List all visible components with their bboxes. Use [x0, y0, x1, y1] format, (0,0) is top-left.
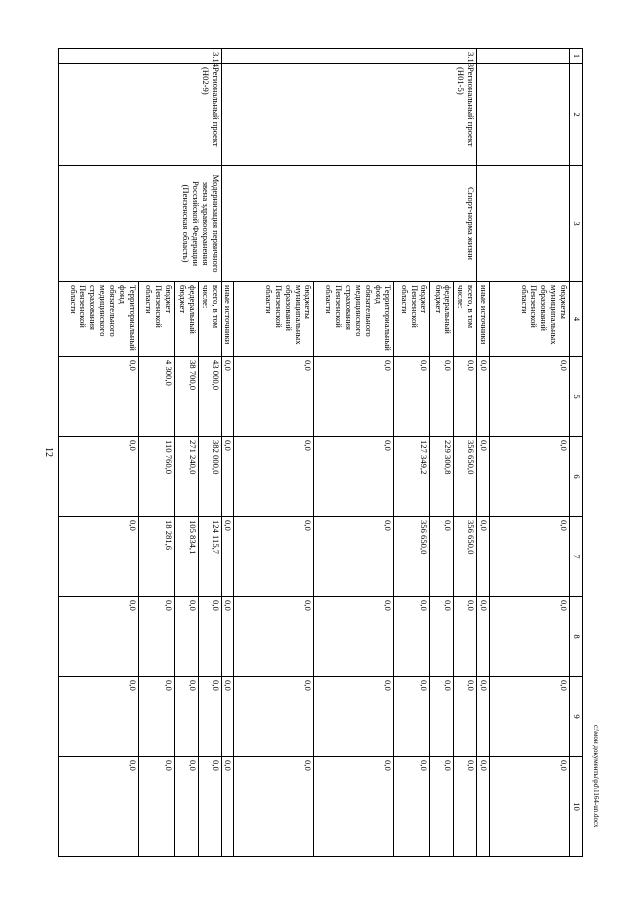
value-cell: 0,0	[234, 597, 314, 677]
project-subname: Спорт-норма жизни	[221, 166, 477, 282]
value-cell: 0,0	[58, 517, 138, 597]
value-cell: 0,0	[490, 357, 570, 437]
value-cell: 382 000,0	[198, 437, 221, 517]
value-cell: 356 650,0	[394, 517, 430, 597]
value-cell: 43 000,0	[198, 357, 221, 437]
source-cell: всего, в том числе:	[198, 282, 221, 357]
project-number: 3.13.	[221, 49, 477, 64]
value-cell: 0,0	[314, 757, 394, 857]
value-cell: 0,0	[394, 757, 430, 857]
value-cell: 0,0	[490, 677, 570, 757]
source-cell: бюджет Пензенской области	[138, 282, 174, 357]
value-cell: 0,0	[174, 677, 198, 757]
page-number: 12	[43, 447, 54, 457]
table-row	[198, 49, 221, 857]
value-cell: 0,0	[454, 757, 477, 857]
value-cell: 0,0	[58, 437, 138, 517]
value-cell: 0,0	[198, 757, 221, 857]
value-cell: 0,0	[490, 437, 570, 517]
value-cell: 0,0	[430, 517, 454, 597]
project-name: Региональный проект (Н01-5)	[221, 64, 477, 166]
header-cell: 7	[570, 517, 583, 597]
value-cell: 0,0	[198, 597, 221, 677]
value-cell: 0,0	[234, 757, 314, 857]
header-row	[570, 49, 583, 857]
value-cell: 229 300,8	[430, 437, 454, 517]
value-cell: 0,0	[221, 437, 234, 517]
value-cell: 0,0	[221, 757, 234, 857]
project-number: 3.14.	[58, 49, 221, 64]
value-cell: 0,0	[477, 517, 490, 597]
value-cell: 0,0	[430, 357, 454, 437]
value-cell: 0,0	[314, 437, 394, 517]
value-cell: 356 650,0	[454, 437, 477, 517]
source-cell: иные источники	[221, 282, 234, 357]
source-cell: федеральный бюджет	[174, 282, 198, 357]
cell	[477, 166, 570, 282]
value-cell: 0,0	[430, 677, 454, 757]
value-cell: 0,0	[394, 677, 430, 757]
value-cell: 38 700,0	[174, 357, 198, 437]
value-cell: 356 650,0	[454, 517, 477, 597]
value-cell: 0,0	[221, 517, 234, 597]
value-cell: 0,0	[234, 677, 314, 757]
value-cell: 0,0	[174, 757, 198, 857]
header-cell: 2	[570, 64, 583, 166]
header-cell: 5	[570, 357, 583, 437]
value-cell: 0,0	[490, 597, 570, 677]
value-cell: 0,0	[314, 677, 394, 757]
footer-file-path: c:\мои документы\pd\1164-un.docx	[592, 725, 600, 828]
header-cell: 1	[570, 49, 583, 64]
value-cell: 0,0	[394, 357, 430, 437]
rotated-table-container	[68, 48, 583, 856]
value-cell: 0,0	[234, 437, 314, 517]
source-cell: Территориальный фонд обязательного медицинского страхования Пензенской области	[314, 282, 394, 357]
source-cell: Территориальный фонд обязательного медицинского страхования Пензенской области	[58, 282, 138, 357]
value-cell: 105 834,1	[174, 517, 198, 597]
value-cell: 110 760,0	[138, 437, 174, 517]
value-cell: 0,0	[454, 597, 477, 677]
value-cell: 0,0	[490, 757, 570, 857]
table-row	[490, 49, 570, 857]
value-cell: 0,0	[198, 677, 221, 757]
header-cell: 6	[570, 437, 583, 517]
value-cell: 0,0	[58, 597, 138, 677]
value-cell: 0,0	[234, 357, 314, 437]
source-cell: бюджеты муниципальных образований Пензенской области	[234, 282, 314, 357]
value-cell: 0,0	[138, 597, 174, 677]
value-cell: 127 349,2	[394, 437, 430, 517]
source-cell: федеральный бюджет	[430, 282, 454, 357]
value-cell: 0,0	[430, 757, 454, 857]
value-cell: 0,0	[454, 357, 477, 437]
value-cell: 0,0	[490, 517, 570, 597]
value-cell: 0,0	[477, 757, 490, 857]
value-cell: 0,0	[477, 597, 490, 677]
value-cell: 18 281,6	[138, 517, 174, 597]
value-cell: 0,0	[58, 677, 138, 757]
value-cell: 0,0	[221, 357, 234, 437]
value-cell: 0,0	[138, 677, 174, 757]
header-cell: 3	[570, 166, 583, 282]
header-cell: 9	[570, 677, 583, 757]
value-cell: 0,0	[174, 597, 198, 677]
value-cell: 0,0	[454, 677, 477, 757]
source-cell: бюджеты муниципальных образований Пензенской области	[490, 282, 570, 357]
value-cell: 124 115,7	[198, 517, 221, 597]
value-cell: 0,0	[58, 357, 138, 437]
budget-table	[58, 48, 583, 857]
value-cell: 0,0	[138, 757, 174, 857]
source-cell: всего, в том числе:	[454, 282, 477, 357]
value-cell: 271 240,0	[174, 437, 198, 517]
table-row	[454, 49, 477, 857]
cell	[477, 64, 570, 166]
value-cell: 0,0	[394, 597, 430, 677]
value-cell: 0,0	[221, 677, 234, 757]
header-cell: 8	[570, 597, 583, 677]
project-subname: Модернизация первичного звена здравоохранения Российской Федерации (Пензенская область)	[58, 166, 221, 282]
source-cell: бюджет Пензенской области	[394, 282, 430, 357]
value-cell: 4 300,0	[138, 357, 174, 437]
value-cell: 0,0	[477, 357, 490, 437]
value-cell: 0,0	[430, 597, 454, 677]
cell	[477, 49, 570, 64]
value-cell: 0,0	[477, 677, 490, 757]
header-cell: 4	[570, 282, 583, 357]
value-cell: 0,0	[221, 597, 234, 677]
value-cell: 0,0	[234, 517, 314, 597]
value-cell: 0,0	[58, 757, 138, 857]
value-cell: 0,0	[477, 437, 490, 517]
value-cell: 0,0	[314, 597, 394, 677]
value-cell: 0,0	[314, 357, 394, 437]
source-cell: иные источники	[477, 282, 490, 357]
project-name: Региональный проект (Н02-9)	[58, 64, 221, 166]
value-cell: 0,0	[314, 517, 394, 597]
header-cell: 10	[570, 757, 583, 857]
